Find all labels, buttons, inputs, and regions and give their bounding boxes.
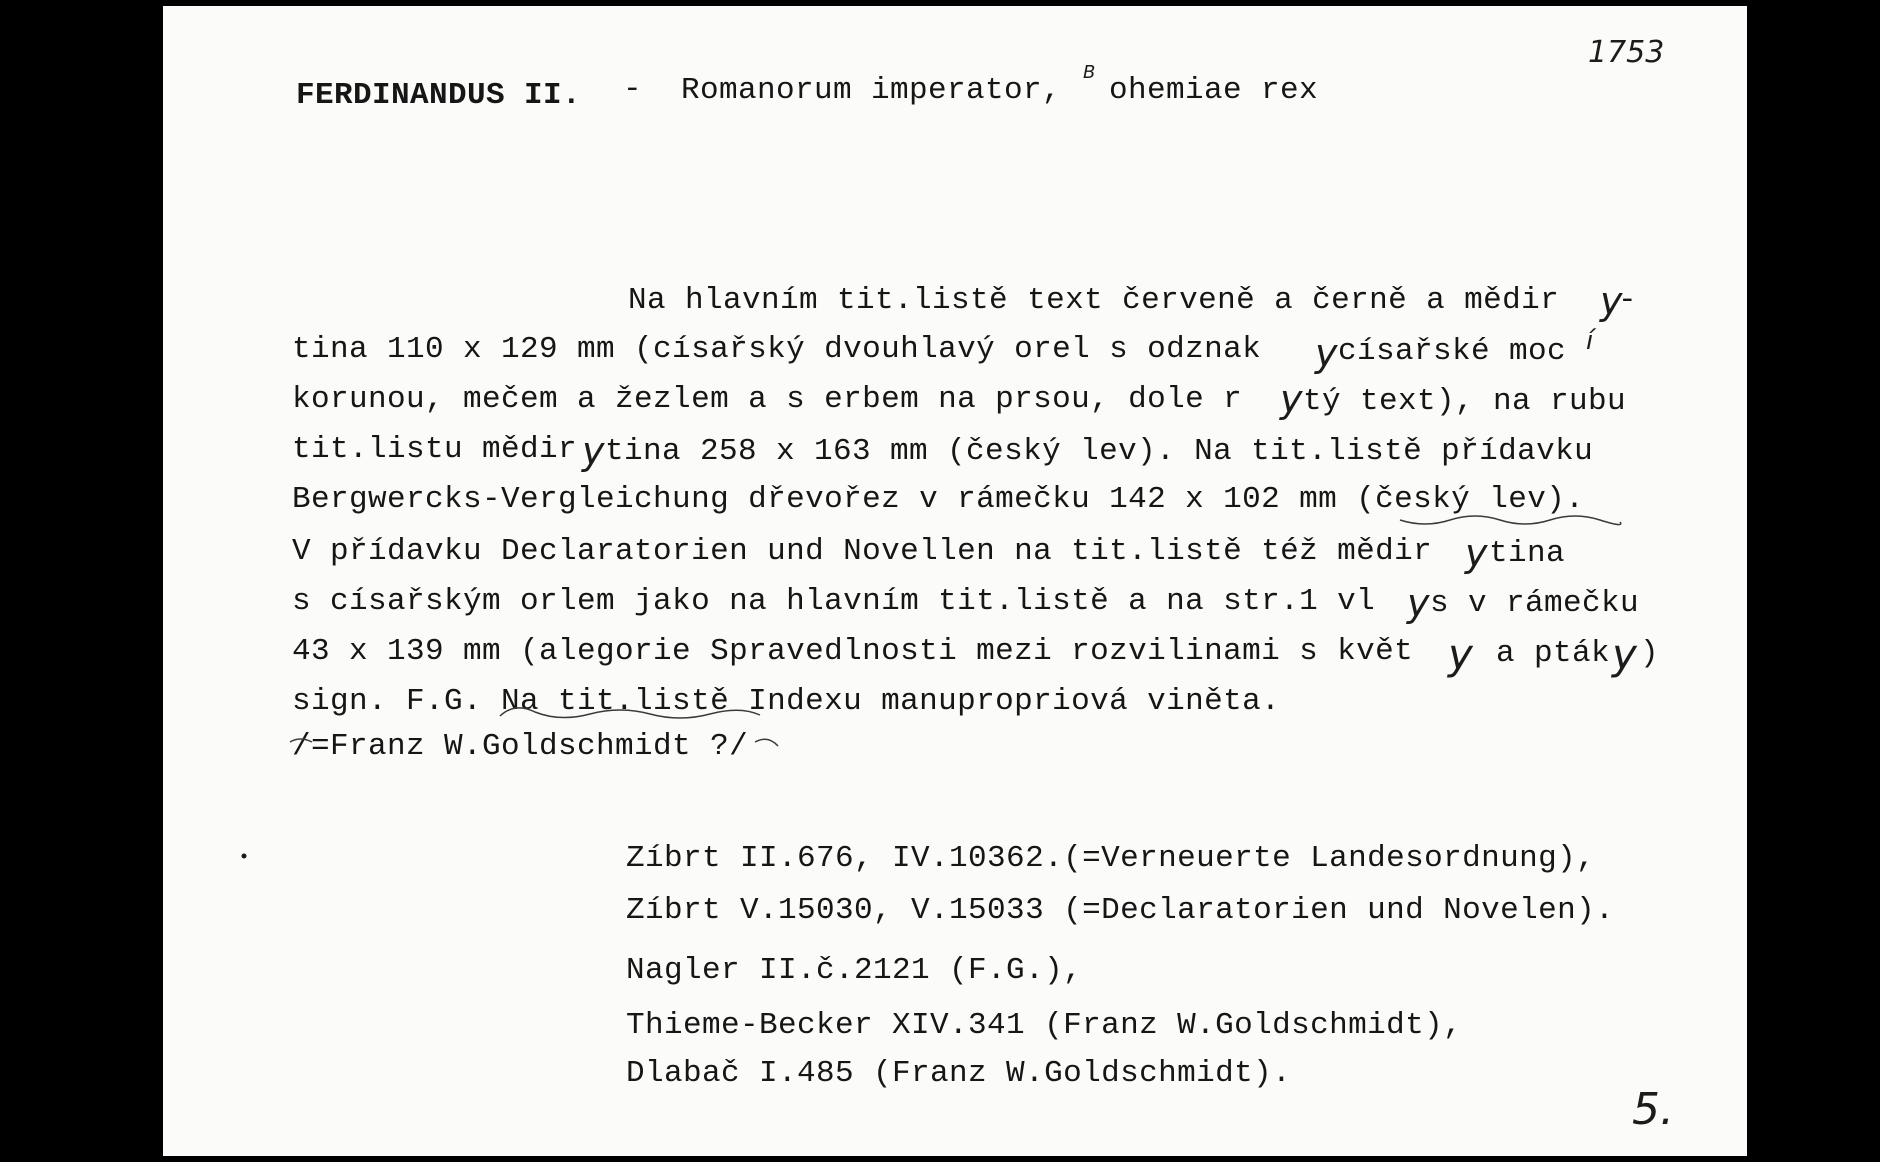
description-line-2: tina 110 x 129 mm (císařský dvouhlavý orel s odznak (292, 332, 1262, 367)
description-line-4: tit.listu mědir (292, 432, 578, 467)
description-line-7-end: s v rámečku (1430, 586, 1640, 621)
correction-i: í (1586, 326, 1594, 356)
heading-dash: - (623, 72, 643, 107)
correction-y-2: y (1315, 331, 1338, 375)
description-line-1: Na hlavním tit.listě text červeně a černě a mědir (628, 283, 1560, 318)
description-line-1-end: - (1618, 283, 1638, 318)
description-line-7: s císařským orlem jako na hlavním tit.listě a na str.1 vl (292, 584, 1376, 619)
correction-y-8: y (1612, 630, 1637, 679)
description-line-10: /=Franz W.Goldschmidt ?/ (292, 729, 749, 764)
page-mark: 5. (1632, 1084, 1674, 1135)
heading-title-insert: B (1083, 62, 1096, 83)
correction-y-5: y (1465, 531, 1488, 575)
description-line-6-end: tina (1489, 536, 1566, 571)
reference-dlabac: Dlabač I.485 (Franz W.Goldschmidt). (626, 1056, 1292, 1091)
correction-y-4: y (582, 429, 605, 473)
description-line-5: Bergwercks-Vergleichung dřevořez v rámečku 142 x 102 mm (český lev). (292, 482, 1585, 517)
correction-y-6: y (1407, 581, 1430, 625)
reference-zibrt-2: Zíbrt V.15030, V.15033 (=Declaratorien und Novelen). (626, 893, 1615, 928)
description-line-4-end: tina 258 x 163 mm (český lev). Na tit.listě přídavku (605, 434, 1594, 469)
description-line-6: V přídavku Declaratorien und Novellen na tit.listě též mědir (292, 534, 1433, 569)
heading-name: FERDINANDUS II. (296, 78, 582, 113)
description-line-3: korunou, mečem a žezlem a s erbem na prsou, dole r (292, 382, 1243, 417)
description-line-8-end: ) (1640, 636, 1660, 671)
description-line-8: 43 x 139 mm (alegorie Spravedlnosti mezi rozvilinami s květ (292, 634, 1414, 669)
reference-thieme-becker: Thieme-Becker XIV.341 (Franz W.Goldschmidt), (626, 1008, 1463, 1043)
heading-title-rest: ohemiae rex (1109, 73, 1319, 108)
correction-y-3: y (1280, 377, 1303, 421)
description-line-2-mid: císařské moc (1338, 334, 1567, 369)
correction-y-1: y (1600, 279, 1623, 323)
correction-y-7: y (1448, 630, 1473, 679)
description-line-9: sign. F.G. Na tit.listě Indexu manupropriová viněta. (292, 684, 1281, 719)
catalog-number: 1753 (1588, 35, 1665, 70)
reference-zibrt-1: Zíbrt II.676, IV.10362.(=Verneuerte Landesordnung), (626, 841, 1596, 876)
description-line-8-mid: a pták (1496, 636, 1611, 671)
description-line-3-end: tý text), na rubu (1303, 384, 1627, 419)
heading-title: Romanorum imperator, (681, 73, 1062, 108)
reference-nagler: Nagler II.č.2121 (F.G.), (626, 953, 1083, 988)
